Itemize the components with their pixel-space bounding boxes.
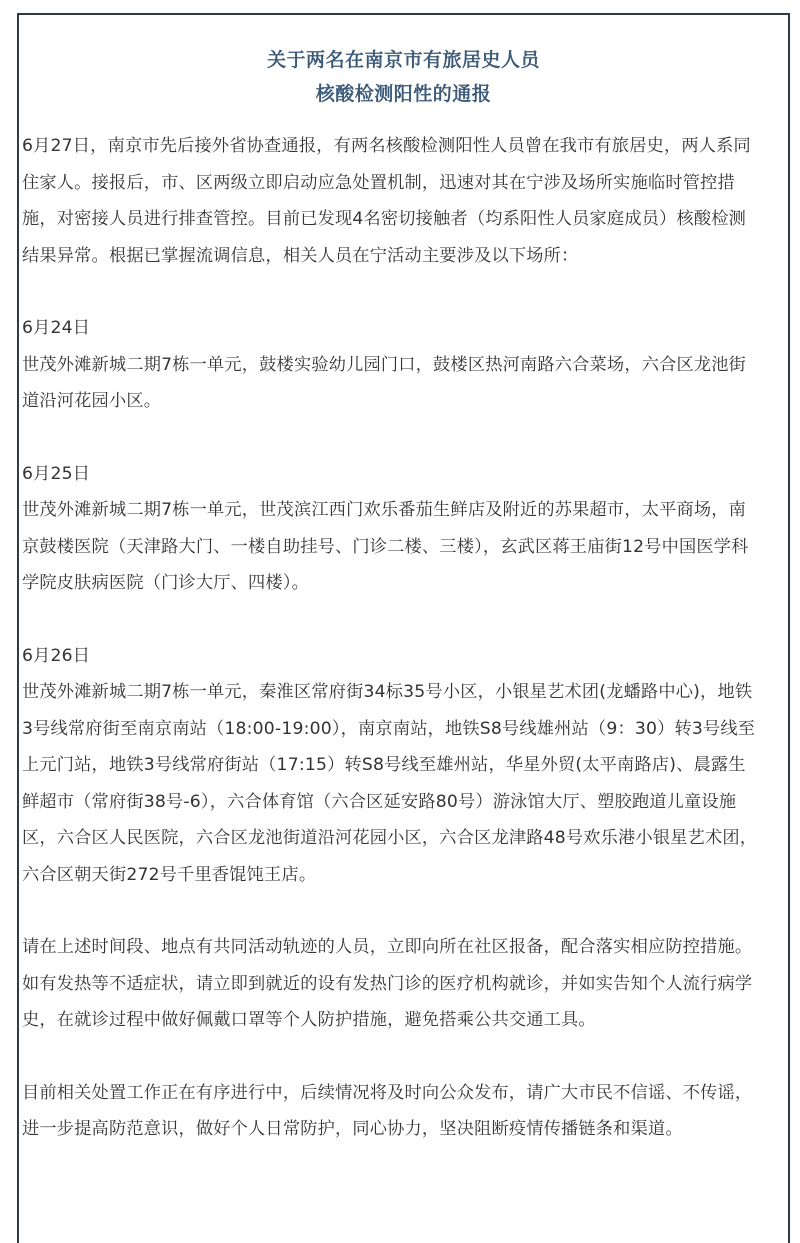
advice-paragraph: 请在上述时间段、地点有共同活动轨迹的人员，立即向所在社区报备，配合落实相应防控措施。如有发热等不适症状，请立即到就近的设有发热门诊的医疗机构就诊，并如实告知个人流行病学史，在就诊过程中做好佩戴口罩等个人防护措施，避免搭乘公共交通工具。 — [22, 937, 753, 1030]
title-line-2: 核酸检测阳性的通报 — [315, 83, 492, 105]
date-section-0624 — [22, 310, 762, 420]
date-section-0626 — [22, 638, 762, 894]
notice-title — [19, 43, 788, 111]
closing-paragraph: 目前相关处置工作正在有序进行中，后续情况将及时向公众发布，请广大市民不信谣、不传谣，进一步提高防范意识，做好个人日常防护，同心协力，坚决阻断疫情传播链条和渠道。 — [22, 1082, 753, 1139]
notice-body — [22, 128, 762, 1184]
section-date: 6月26日 — [22, 645, 91, 666]
date-section-0625 — [22, 456, 762, 602]
title-line-1: 关于两名在南京市有旅居史人员 — [266, 49, 540, 71]
intro-paragraph: 6月27日，南京市先后接外省协查通报，有两名核酸检测阳性人员曾在我市有旅居史，两人系同住家人。接报后，市、区两级立即启动应急处置机制，迅速对其在宁涉及场所实施临时管控措施，对密接人员进行排查管控。目前已发现4名密切接触者（均系阳性人员家庭成员）核酸检测结果异常。根据已掌握流调信息，相关人员在宁活动主要涉及以下场所： — [22, 136, 751, 266]
section-date: 6月24日 — [22, 318, 91, 338]
section-places: 世茂外滩新城二期7栋一单元，世茂滨江西门欢乐番茄生鲜店及附近的苏果超市，太平商场，南京鼓楼医院（天津路大门、一楼自助挂号、门诊二楼、三楼），玄武区蒋王庙街12号中国医学科学院皮肤病医院（门诊大厅、四楼）。 — [22, 500, 749, 593]
section-places: 世茂外滩新城二期7栋一单元，鼓楼实验幼儿园门口，鼓楼区热河南路六合菜场，六合区龙池街道沿河花园小区。 — [22, 354, 747, 411]
section-places: 世茂外滩新城二期7栋一单元，秦淮区常府街34标35号小区，小银星艺术团(龙蟠路中心)，地铁3号线常府街至南京南站（18:00-19:00），南京南站，地铁S8号线雄州站（9：30）转3号线至上元门站，地铁3号线常府街站（17:15）转S8号线至雄州站，华星外贸(太平南路店)、晨露生鲜超市（常府街38号-6），六合体育馆（六合区延安路80号）游泳馆大厅、塑胶跑道儿童设施区，六合区人民医院，六合区龙池街道沿河花园小区，六合区龙津路48号欢乐港小银星艺术团，六合区朝天街272号千里香馄饨王店。 — [22, 682, 758, 885]
section-date: 6月25日 — [22, 463, 91, 484]
